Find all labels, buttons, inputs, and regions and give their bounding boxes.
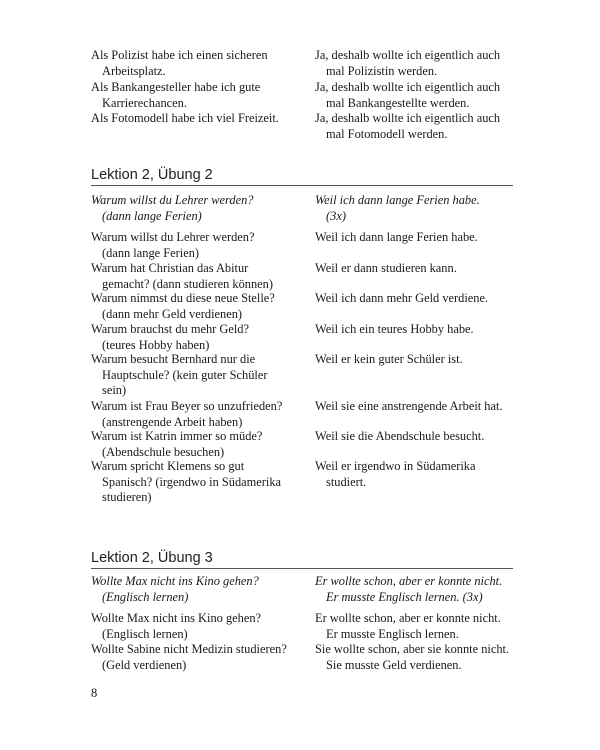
cue-text: Warum brauchst du mehr Geld? (teures Hobby haben) xyxy=(91,322,249,352)
exercise-row xyxy=(91,111,521,143)
answer-text: Ja, deshalb wollte ich eigentlich auch mal Bankangestellte werden. xyxy=(315,80,501,110)
page-number: 8 xyxy=(91,686,98,700)
section-heading-lektion-2-uebung-3: Lektion 2, Übung 3 xyxy=(91,549,513,569)
cue-text: Warum spricht Klemens so gut Spanisch? (irgendwo in Südamerika studieren) xyxy=(91,459,282,505)
answer-text: Weil sie die Abendschule besucht. xyxy=(315,429,485,443)
answer-text: Ja, deshalb wollte ich eigentlich auch mal Polizistin werden. xyxy=(315,48,501,78)
answer-text: Weil er irgendwo in Südamerika studiert. xyxy=(315,459,476,489)
answer-text: Weil ich dann lange Ferien habe. (3x) xyxy=(315,193,480,223)
cue-text: Warum nimmst du diese neue Stelle? (dann mehr Geld verdienen) xyxy=(91,291,275,321)
cue-text: Warum besucht Bernhard nur die Hauptschule? (kein guter Schüler sein) xyxy=(91,352,268,398)
answer-text: Weil er dann studieren kann. xyxy=(315,261,457,275)
cue-text: Als Fotomodell habe ich viel Freizeit. xyxy=(91,111,279,125)
answer-text: Ja, deshalb wollte ich eigentlich auch mal Fotomodell werden. xyxy=(315,111,501,141)
exercise-row xyxy=(91,80,521,112)
answer-text: Weil ich dann lange Ferien habe. xyxy=(315,230,478,244)
cue-text: Warum hat Christian das Abitur gemacht? (dann studieren können) xyxy=(91,261,273,291)
answer-text: Weil er kein guter Schüler ist. xyxy=(315,352,463,366)
answer-text: Sie wollte schon, aber sie konnte nicht. Sie musste Geld verdienen. xyxy=(315,642,510,672)
answer-text: Weil ich dann mehr Geld verdiene. xyxy=(315,291,489,305)
cue-text: Warum ist Frau Beyer so unzufrieden? (anstrengende Arbeit haben) xyxy=(91,399,283,429)
cue-text: Warum ist Katrin immer so müde? (Abendschule besuchen) xyxy=(91,429,263,459)
answer-text: Er wollte schon, aber er konnte nicht. Er musste Englisch lernen. (3x) xyxy=(315,574,503,604)
exercise-row xyxy=(91,48,521,80)
cue-text: Als Polizist habe ich einen sicheren Arbeitsplatz. xyxy=(91,48,268,78)
cue-text: Wollte Max nicht ins Kino gehen? (Englisch lernen) xyxy=(91,574,259,604)
cue-text: Wollte Max nicht ins Kino gehen? (Englisch lernen) xyxy=(91,611,262,641)
answer-text: Weil sie eine anstrengende Arbeit hat. xyxy=(315,399,503,413)
section-heading-lektion-2-uebung-2: Lektion 2, Übung 2 xyxy=(91,166,513,186)
cue-text: Warum willst du Lehrer werden? (dann lange Ferien) xyxy=(91,193,254,223)
cue-text: Wollte Sabine nicht Medizin studieren? (Geld verdienen) xyxy=(91,642,287,672)
cue-text: Warum willst du Lehrer werden? (dann lange Ferien) xyxy=(91,230,255,260)
answer-text: Er wollte schon, aber er konnte nicht. Er musste Englisch lernen. xyxy=(315,611,501,641)
cue-text: Als Bankangesteller habe ich gute Karrierechancen. xyxy=(91,80,261,110)
answer-text: Weil ich ein teures Hobby habe. xyxy=(315,322,474,336)
